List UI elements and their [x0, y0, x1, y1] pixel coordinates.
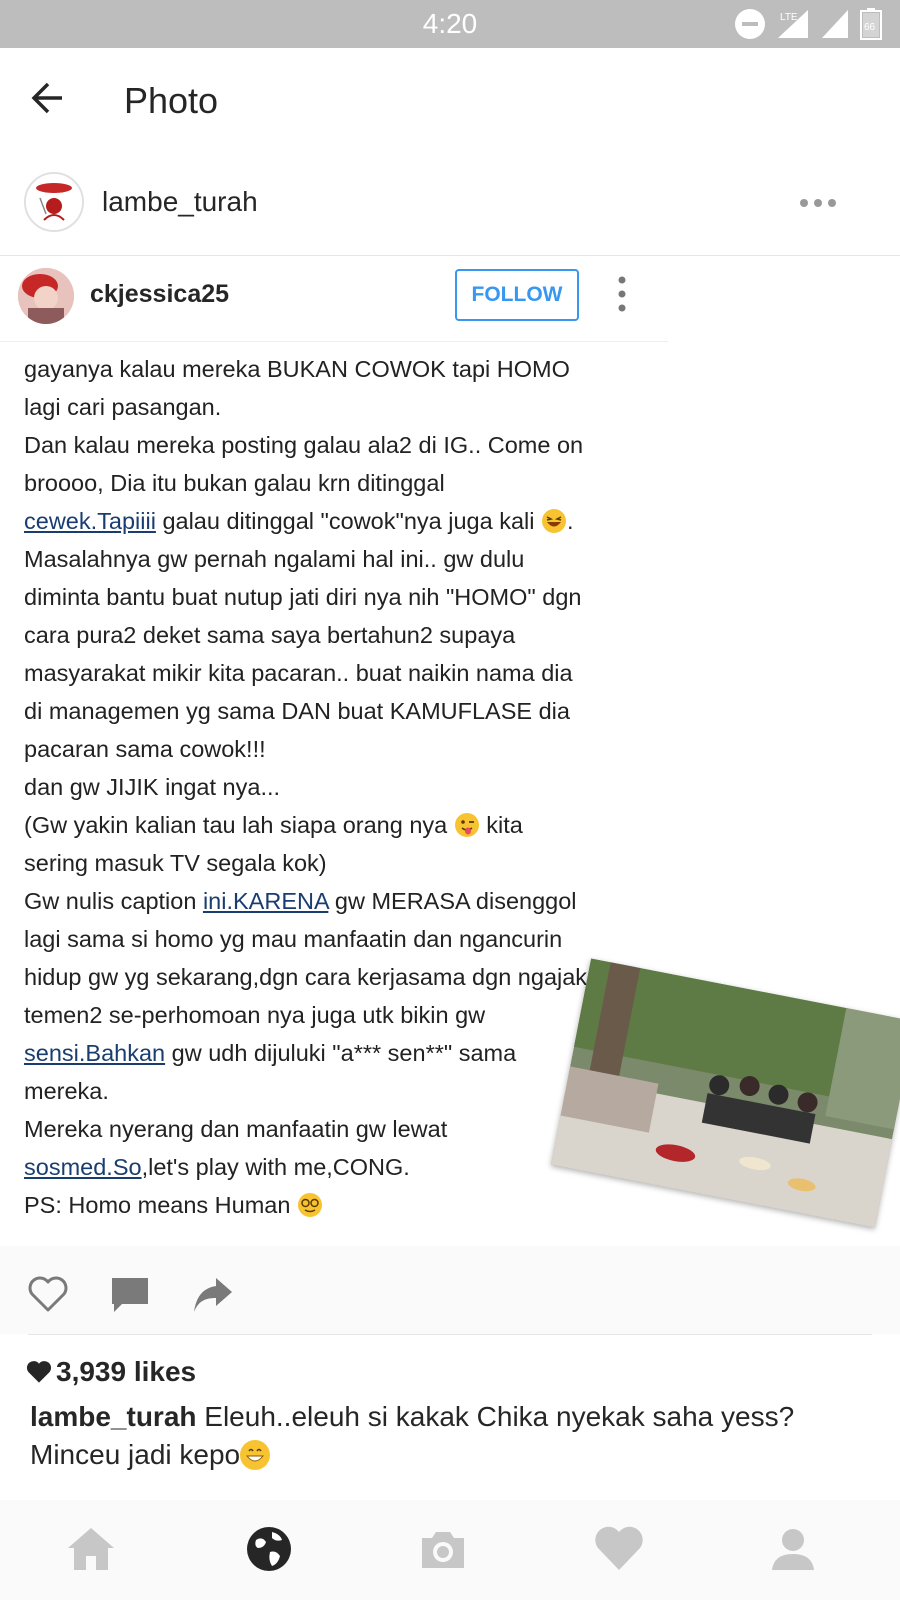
- grinning-emoji-icon: [240, 1440, 270, 1470]
- battery-icon: [860, 8, 882, 40]
- caption-line: [24, 502, 664, 540]
- caption-line: [24, 958, 664, 996]
- caption-text: gw udh dijuluki "a*** sen**" sama: [165, 1040, 517, 1066]
- embedded-post-header: [0, 256, 668, 342]
- post-username[interactable]: lambe_turah: [102, 186, 258, 217]
- caption-text: broooo, Dia itu bukan galau krn ditinggal: [24, 470, 445, 496]
- heart-outline-icon[interactable]: [26, 1272, 70, 1316]
- caption-line: [24, 768, 664, 806]
- caption-line: [24, 1186, 664, 1224]
- caption-text: gayanya kalau mereka BUKAN COWOK tapi HOMO: [24, 356, 570, 382]
- caption-text-line1: Eleuh..eleuh si kakak Chika nyekak saha yess?: [196, 1401, 795, 1432]
- caption-text: Masalahnya gw pernah ngalami hal ini.. gw dulu: [24, 546, 525, 572]
- caption-text: lagi sama si homo yg mau manfaatin dan ngancurin: [24, 926, 563, 952]
- winking-tongue-emoji-icon: [454, 811, 480, 837]
- svg-text:66: 66: [864, 22, 876, 33]
- caption-text: di managemen yg sama DAN buat KAMUFLASE dia: [24, 698, 570, 724]
- caption-text: pacaran sama cowok!!!: [24, 736, 266, 762]
- caption-text: (Gw yakin kalian tau lah siapa orang nya: [24, 812, 454, 838]
- caption-line: [24, 540, 664, 578]
- post-header: [0, 150, 900, 256]
- post-caption: [30, 1398, 850, 1474]
- caption-text: mereka.: [24, 1078, 109, 1104]
- caption-line: [24, 692, 664, 730]
- caption-line: [24, 730, 664, 768]
- heart-filled-icon: [26, 1360, 52, 1384]
- app-bar: [0, 48, 900, 150]
- profile-icon[interactable]: [766, 1522, 820, 1576]
- wifi-signal-icon: [820, 8, 850, 40]
- post-photo[interactable]: [0, 256, 900, 1246]
- caption-link: sosmed.So: [24, 1154, 142, 1180]
- caption-link: ini.KARENA: [202, 888, 329, 914]
- caption-text: cara pura2 deket sama saya bertahun2 supaya: [24, 622, 516, 648]
- share-icon[interactable]: [190, 1272, 234, 1316]
- caption-line: [24, 350, 664, 388]
- caption-link: sensi.Bahkan: [24, 1040, 166, 1066]
- laughing-emoji-icon: [541, 507, 567, 533]
- caption-line: [24, 806, 664, 844]
- caption-line: [24, 1034, 664, 1072]
- caption-line: [24, 996, 664, 1034]
- embedded-follow-button: FOLLOW: [455, 269, 579, 321]
- caption-text: .: [567, 508, 574, 534]
- caption-line: [24, 882, 664, 920]
- caption-text: temen2 se-perhomoan nya juga utk bikin gw: [24, 1002, 486, 1028]
- caption-line: [24, 426, 664, 464]
- status-icons: [734, 8, 882, 40]
- do-not-disturb-icon: [734, 8, 766, 40]
- caption-link: cewek.Tapiiii: [24, 508, 156, 534]
- embedded-avatar: [18, 268, 74, 324]
- vertical-ellipsis-icon: [616, 274, 628, 314]
- back-arrow-icon[interactable]: [28, 78, 68, 118]
- caption-text: ,let's play with me,CONG.: [141, 1154, 410, 1180]
- embedded-username: ckjessica25: [90, 280, 230, 308]
- lambe-turah-logo: [26, 174, 82, 230]
- svg-text:LTE: LTE: [780, 12, 798, 23]
- heart-icon[interactable]: [592, 1522, 646, 1576]
- avatar[interactable]: [24, 172, 84, 232]
- bottom-navigation: [0, 1500, 900, 1600]
- caption-text-line2: Minceu jadi kepo: [30, 1439, 241, 1470]
- caption-text: PS: Homo means Human: [24, 1192, 297, 1218]
- status-time: 4:20: [422, 8, 478, 39]
- caption-username[interactable]: lambe_turah: [30, 1401, 197, 1432]
- camera-icon[interactable]: [416, 1522, 470, 1576]
- likes-count[interactable]: [26, 1356, 196, 1388]
- caption-line: [24, 464, 664, 502]
- caption-text: gw MERASA disenggol: [328, 888, 577, 914]
- caption-text: diminta bantu buat nutup jati diri nya nih "HOMO" dgn: [24, 584, 582, 610]
- caption-text: hidup gw yg sekarang,dgn cara kerjasama dgn ngajak: [24, 964, 588, 990]
- post-actions: [0, 1246, 900, 1334]
- caption-text: lagi cari pasangan.: [24, 394, 222, 420]
- likes-label: 3,939 likes: [56, 1356, 197, 1387]
- caption-text: kita: [479, 812, 523, 838]
- home-icon[interactable]: [64, 1522, 118, 1576]
- caption-line: [24, 654, 664, 692]
- caption-text: Gw nulis caption: [24, 888, 203, 914]
- caption-text: Dan kalau mereka posting galau ala2 di IG.. Come on: [24, 432, 584, 458]
- caption-line: [24, 844, 664, 882]
- nerd-emoji-icon: [297, 1191, 323, 1217]
- ellipsis-horizontal-icon[interactable]: [798, 188, 838, 218]
- caption-text: masyarakat mikir kita pacaran.. buat naikin nama dia: [24, 660, 573, 686]
- caption-line: [24, 920, 664, 958]
- divider: [28, 1334, 872, 1335]
- caption-line: [24, 578, 664, 616]
- caption-text: dan gw JIJIK ingat nya...: [24, 774, 281, 800]
- caption-line: [24, 616, 664, 654]
- page-title: Photo: [124, 80, 219, 121]
- caption-text: sering masuk TV segala kok): [24, 850, 327, 876]
- status-bar: [0, 0, 900, 48]
- caption-line: [24, 388, 664, 426]
- caption-text: galau ditinggal "cowok"nya juga kali: [155, 508, 542, 534]
- lte-signal-icon: [776, 8, 810, 40]
- comment-icon[interactable]: [108, 1272, 152, 1316]
- caption-text: Mereka nyerang dan manfaatin gw lewat: [24, 1116, 448, 1142]
- explore-globe-icon[interactable]: [242, 1522, 296, 1576]
